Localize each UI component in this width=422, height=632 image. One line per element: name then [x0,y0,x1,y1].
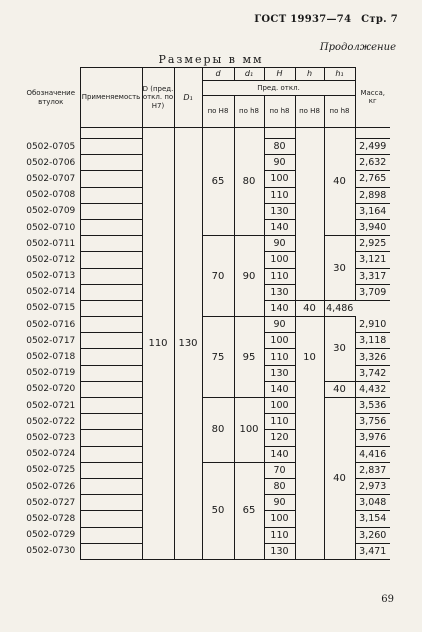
H-cell: 70 [264,462,295,478]
mass-cell: 2,765 [355,171,390,187]
H-cell: 140 [264,219,295,235]
H-cell: 80 [264,478,295,494]
table-row: 0502-0713 [22,268,80,284]
d1-value: 65 [234,462,264,559]
table-row: 0502-0709 [22,203,80,219]
mass-cell: 3,756 [355,414,390,430]
mass-cell: 3,940 [355,219,390,235]
D1-value: 130 [174,128,202,560]
table-row: 0502-0722 [22,414,80,430]
h1-value: 40 [295,300,324,316]
mass-cell: 2,973 [355,478,390,494]
tol-h: по H8 [295,96,324,128]
table-row: 0502-0729 [22,527,80,543]
tol-d1: по h8 [234,96,264,128]
table-row: 0502-0711 [22,236,80,252]
H-cell: 140 [264,446,295,462]
table-row: 0502-0714 [22,284,80,300]
table-row: 0502-0723 [22,430,80,446]
table-row: 0502-0719 [22,365,80,381]
H-cell: 110 [264,349,295,365]
mass-cell: 4,486 [324,300,355,316]
mass-cell: 3,118 [355,333,390,349]
H-cell: 90 [264,495,295,511]
table-row: 0502-0727 [22,495,80,511]
tolerance-header: Пред. откл. [202,81,355,96]
h1-value: 40 [324,381,355,397]
col-application: Применяемость [80,68,142,128]
gost-number: ГОСТ 19937—74 [254,14,352,25]
table-row: 0502-0717 [22,333,80,349]
H-cell: 110 [264,268,295,284]
d1-value: 90 [234,236,264,317]
mass-cell: 2,837 [355,462,390,478]
H-cell: 90 [264,236,295,252]
mass-cell: 2,925 [355,236,390,252]
H-cell: 90 [264,155,295,171]
tol-d: по H8 [202,96,234,128]
col-d1: d₁ [234,68,264,81]
page-number: 69 [381,594,394,605]
table-row: 0502-0716 [22,317,80,333]
H-cell: 130 [264,365,295,381]
mass-cell: 3,260 [355,527,390,543]
table-row: 0502-0726 [22,478,80,494]
dimensions-table [22,67,390,560]
h-value: 10 [295,317,324,398]
table-row: 0502-0720 [22,381,80,397]
mass-cell: 2,898 [355,187,390,203]
H-cell: 130 [264,284,295,300]
d-value: 65 [202,128,234,236]
mass-cell: 3,317 [355,268,390,284]
table-row: 0502-0721 [22,398,80,414]
col-h: h [295,68,324,81]
H-cell: 100 [264,398,295,414]
h1-value: 40 [324,398,355,560]
mass-cell: 2,499 [355,139,390,155]
h1-value: 40 [324,128,355,236]
col-h1: h₁ [324,68,355,81]
H-cell: 140 [264,381,295,397]
H-cell: 130 [264,203,295,219]
H-cell: 80 [264,139,295,155]
D-value: 110 [142,128,174,560]
mass-cell: 3,164 [355,203,390,219]
d1-value: 80 [234,128,264,236]
H-cell: 110 [264,527,295,543]
mass-cell: 2,910 [355,317,390,333]
table-row: 0502-0705 [22,139,80,155]
mass-cell: 3,048 [355,495,390,511]
d-value: 80 [202,398,234,463]
mass-cell: 4,416 [355,446,390,462]
H-cell: 100 [264,511,295,527]
mass-cell: 3,709 [355,284,390,300]
H-cell: 110 [264,187,295,203]
H-cell: 100 [264,171,295,187]
mass-cell: 2,632 [355,155,390,171]
table-title: Размеры в мм [158,53,264,66]
mass-cell: 3,154 [355,511,390,527]
mass-cell: 4,432 [355,381,390,397]
table-row: 0502-0710 [22,219,80,235]
table-row: 0502-0706 [22,155,80,171]
table-row: 0502-0712 [22,252,80,268]
mass-cell: 3,326 [355,349,390,365]
col-d: d [202,68,234,81]
table-row: 0502-0708 [22,187,80,203]
mass-cell: 3,471 [355,543,390,559]
mass-cell: 3,121 [355,252,390,268]
col-H: H [264,68,295,81]
d-value: 50 [202,462,234,559]
page-header [248,14,398,25]
continuation-label: Продолжение [319,42,396,53]
H-cell: 100 [264,252,295,268]
d-value: 75 [202,317,234,398]
mass-cell: 3,536 [355,398,390,414]
table-row: 0502-0728 [22,511,80,527]
tol-h1: по h8 [324,96,355,128]
h1-value: 30 [324,317,355,382]
h1-value: 30 [324,236,355,301]
H-cell: 90 [264,317,295,333]
H-cell: 120 [264,430,295,446]
table-row: 0502-0715 [22,300,80,316]
H-cell: 100 [264,333,295,349]
H-cell: 110 [264,414,295,430]
tol-H: по h8 [264,96,295,128]
page-label: Стр. 7 [361,14,398,25]
col-D1: D₁ [174,68,202,128]
table-row: 0502-0725 [22,462,80,478]
table-row: 0502-0718 [22,349,80,365]
col-D: D (пред. откл. по H7) [142,68,174,128]
d-value: 70 [202,236,234,317]
d1-value: 100 [234,398,264,463]
col-designation: Обозначение втулок [26,89,76,106]
H-cell: 140 [264,300,295,316]
mass-cell: 3,976 [355,430,390,446]
table-row: 0502-0724 [22,446,80,462]
table-row: 0502-0730 [22,543,80,559]
table-row: 0502-0707 [22,171,80,187]
col-mass: Масса, кг [355,68,390,128]
d1-value: 95 [234,317,264,398]
mass-cell: 3,742 [355,365,390,381]
H-cell: 130 [264,543,295,559]
